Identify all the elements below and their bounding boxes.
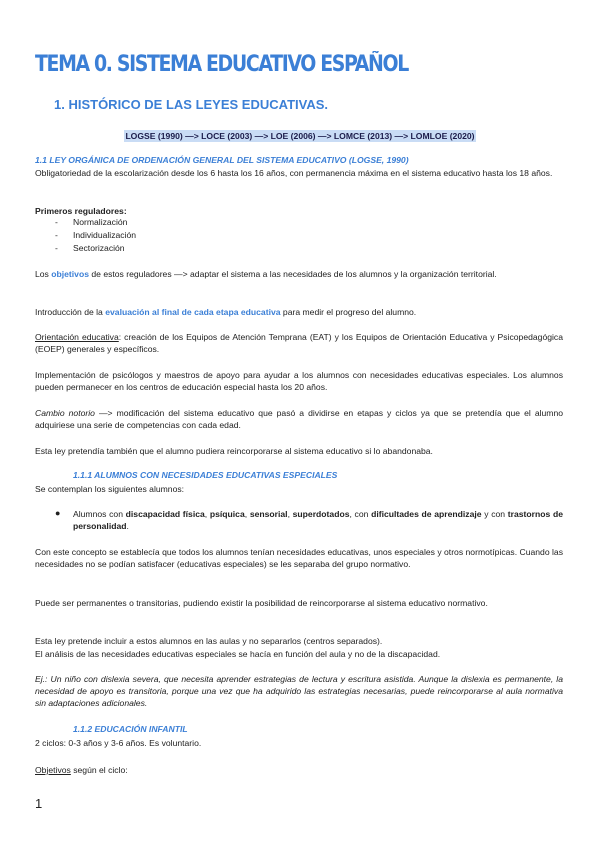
section-heading-1-1-1: 1.1.1 ALUMNOS CON NECESIDADES EDUCATIVAS ESPECIALES: [73, 470, 338, 480]
objectives-paragraph: Los objetivos de estos reguladores —> adaptar el sistema a las necesidades de los alumnos y la organización territorial.: [35, 269, 497, 279]
document-page: TEMA 0. SISTEMA EDUCATIVO ESPAÑOL 1. HISTÓRICO DE LAS LEYES EDUCATIVAS. LOGSE (1990) —> LOCE (2003) —> LOE (2006) —> LOMCE (2013) —> LOMLOE (2020) 1.1 LEY ORGÁNICA DE ORDENACIÓN GENERAL DEL SISTEMA EDUCATIVO (LOGSE, 1990) Obligatoriedad de la escolarización desde los 6 hasta los 16 años, con permanencia máxima en el sistema educativo hasta los 18 años. Primeros reguladores: - Normalización - Individualización - Sectorización Los objetivos de estos reguladores —> adaptar el sistema a las necesidades de los alumnos y la organización territorial. Introducción de la evaluación al final de cada etapa educativa para medir el progreso del alumno. Orientación educativa: creación de los Equipos de Atención Temprana (EAT) y los Equipos de Orientación Educativa y Psicopedagógica (EOEP) generales y específicos. Implementación de psicólogos y maestros de apoyo para ayudar a los alumnos con necesidades educativas especiales. Los alumnos pueden permanecer en los centros de educación especial hasta los 20 años. Cambio notorio —> modificación del sistema educativo que pasó a dividirse en etapas y ciclos ya que se pretendía que el alumno adquiriese una serie de competencias con cada edad. Esta ley pretendía también que el alumno pudiera reincorporarse al sistema educativo si lo abandonaba. 1.1.1 ALUMNOS CON NECESIDADES EDUCATIVAS ESPECIALES Se contemplan los siguientes alumnos: ● Alumnos con discapacidad física, psíquica, sensorial, superdotados, con dificultades de aprendizaje y con trastornos de personalidad. Con este concepto se establecía que todos los alumnos tenían necesidades educativas, unos especiales y otros normotípicas. Cuando las necesidades no se podían satisfacer (educativas especiales) se les separaba del grupo normativo. Puede ser permanentes o transitorias, pudiendo existir la posibilidad de reincorporarse al sistema educativo normativo. Esta ley pretende incluir a estos alumnos en las aulas y no separarlos (centros separados). El análisis de las necesidades educativas especiales se hacía en función del aula y no de la discapacidad. Ej.: Un niño con dislexia severa, que necesita aprender estrategias de lectura y escritura asistida. Aunque la dislexia es permanente, la necesidad de apoyo es transitoria, porque una vez que ha adquirido las estrategias necesarias, puede reincorporarse al aula normativa sin adaptaciones adicionales. 1.1.2 EDUCACIÓN INFANTIL 2 ciclos: 0-3 años y 3-6 años. Es voluntario. Objetivos según el ciclo: 1: [0, 0, 600, 848]
cycle-objectives-paragraph: Objetivos según el ciclo:: [35, 765, 128, 775]
page-number: 1: [35, 796, 43, 811]
permanent-transitory-paragraph: Puede ser permanentes o transitorias, pudiendo existir la posibilidad de reincorporarse al sistema educativo normativo.: [35, 598, 488, 608]
section-heading-1-1-2: 1.1.2 EDUCACIÓN INFANTIL: [73, 724, 188, 734]
change-term: Cambio notorio: [35, 408, 95, 418]
cycles-paragraph: 2 ciclos: 0-3 años y 3-6 años. Es voluntario.: [35, 738, 202, 748]
regulator-item-label: Normalización: [73, 217, 128, 227]
section-heading-1: 1. HISTÓRICO DE LAS LEYES EDUCATIVAS.: [54, 97, 328, 112]
evaluation-paragraph: Introducción de la evaluación al final de cada etapa educativa para medir el progreso del alumno.: [35, 307, 417, 317]
change-paragraph: Cambio notorio —> modificación del sistema educativo que pasó a dividirse en etapas y ciclos ya que se pretendía que el alumno adquiriese una serie de competencias con cada edad.: [35, 408, 564, 430]
psychologists-paragraph: Implementación de psicólogos y maestros de apoyo para ayudar a los alumnos con necesidades educativas especiales. Los alumnos pueden permanecer en los centros de educación especial hasta los 20 años.: [35, 370, 563, 392]
section-heading-1-1: 1.1 LEY ORGÁNICA DE ORDENACIÓN GENERAL DEL SISTEMA EDUCATIVO (LOGSE, 1990): [35, 155, 409, 165]
inclusion-paragraph: Esta ley pretende incluir a estos alumnos en las aulas y no separarlos (centros separados).: [35, 636, 383, 646]
reincorporation-paragraph: Esta ley pretendía también que el alumno pudiera reincorporarse al sistema educativo si lo abandonaba.: [35, 446, 433, 456]
objectives-term: objetivos: [51, 269, 89, 279]
regulator-item-label: Sectorización: [73, 243, 125, 253]
students-bullet-text: Alumnos con discapacidad física, psíquica, sensorial, superdotados, con dificultades de aprendizaje y con trastornos de personalidad.: [73, 509, 563, 531]
document-title: TEMA 0. SISTEMA EDUCATIVO ESPAÑOL: [35, 52, 408, 77]
example-paragraph: Ej.: Un niño con dislexia severa, que necesita aprender estrategias de lectura y escritura asistida. Aunque la dislexia es permanente, la necesidad de apoyo es transitoria, porque una vez que ha adquirido las estrategias necesarias, puede reincorporarse al aula normativa sin adaptaciones adicionales.: [35, 674, 563, 708]
cycle-objectives-term: Objetivos: [35, 765, 71, 775]
regulators-label: Primeros reguladores:: [35, 206, 127, 216]
bullet-icon: ●: [55, 508, 61, 518]
logse-intro-paragraph: Obligatoriedad de la escolarización desde los 6 hasta los 16 años, con permanencia máxima en el sistema educativo hasta los 18 años.: [35, 168, 553, 178]
evaluation-term: evaluación al final de cada etapa educativa: [105, 307, 281, 317]
regulator-item-label: Individualización: [73, 230, 137, 240]
analysis-paragraph: El análisis de las necesidades educativas especiales se hacía en función del aula y no de la discapacidad.: [35, 649, 441, 659]
needs-concept-paragraph: Con este concepto se establecía que todos los alumnos tenían necesidades educativas, unos especiales y otros normotípicas. Cuando las necesidades no se podían satisfacer (educativas especiales) se les separaba del grupo normativo.: [35, 547, 563, 569]
orientation-paragraph: Orientación educativa: creación de los Equipos de Atención Temprana (EAT) y los Equipos de Orientación Educativa y Psicopedagógica (EOEP) generales y específicos.: [35, 332, 563, 354]
laws-timeline-line: [0, 126, 600, 144]
laws-timeline-text: LOGSE (1990) —> LOCE (2003) —> LOE (2006) —> LOMCE (2013) —> LOMLOE (2020): [125, 131, 475, 141]
students-intro: Se contemplan los siguientes alumnos:: [35, 484, 185, 494]
orientation-term: Orientación educativa: [35, 332, 119, 342]
